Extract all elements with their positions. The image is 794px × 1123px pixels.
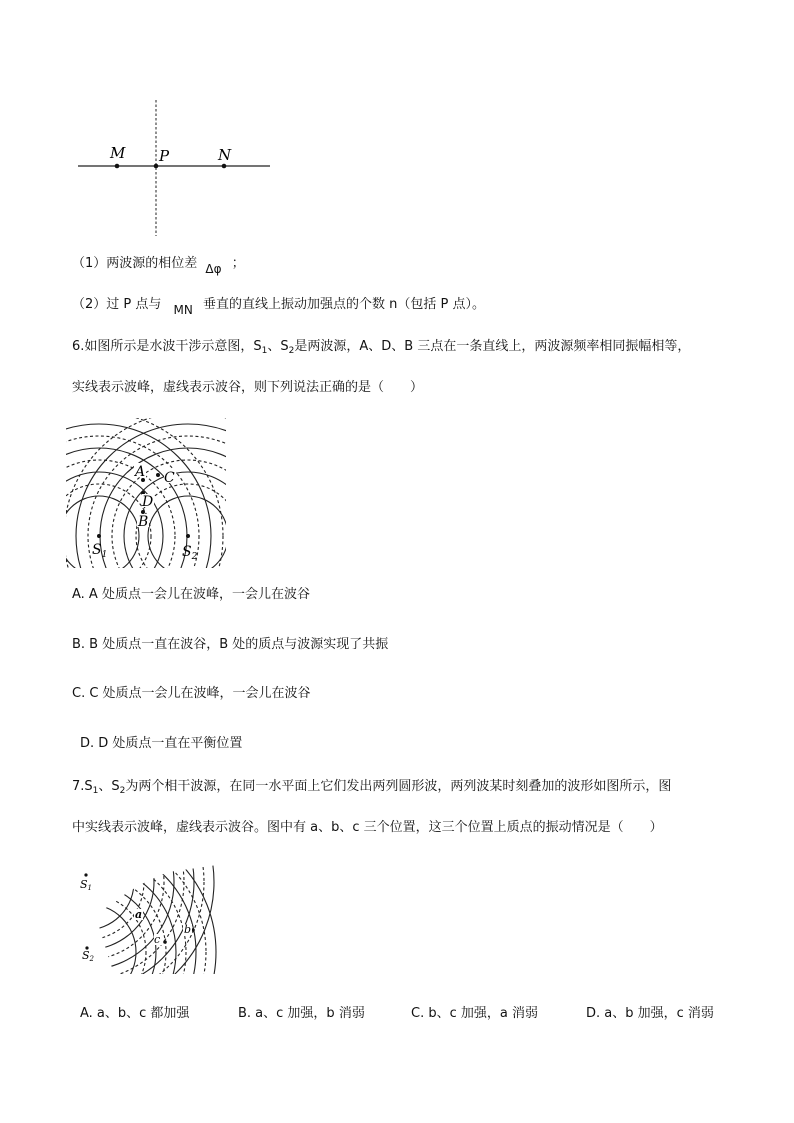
- q7-option-a: A. a、b、c 都加强: [80, 1006, 190, 1021]
- q7-option-d: D. a、b 加强，c 消弱: [586, 1006, 714, 1021]
- part1-line: [72, 255, 245, 276]
- label-s1: S1: [80, 878, 93, 892]
- q7-stem-line1: [72, 779, 671, 799]
- q7-option-b: B. a、c 加强，b 消弱: [238, 1006, 365, 1021]
- q7-text-a: 7.S: [72, 779, 93, 794]
- label-b: B: [138, 514, 149, 530]
- delta-phi-symbol: Δφ: [205, 262, 222, 276]
- figure-wave-interference: [66, 418, 226, 568]
- mn-symbol: MN: [173, 303, 193, 317]
- part2-line: [72, 296, 485, 317]
- label-b: b: [184, 923, 192, 936]
- label-c: c: [154, 933, 161, 946]
- label-n: N: [218, 146, 232, 164]
- q7-option-c: C. b、c 加强，a 消弱: [411, 1006, 538, 1021]
- label-s2: $S_2$: [182, 544, 198, 562]
- source-s1: [84, 873, 87, 876]
- label-s2: S2: [82, 949, 95, 963]
- source-s2: [186, 534, 190, 538]
- point-n: [222, 164, 227, 169]
- q6-stem-line1: [72, 339, 690, 359]
- point-c: [156, 473, 160, 477]
- part2-suffix: 垂直的直线上振动加强点的个数 n（包括 P 点）。: [203, 297, 485, 312]
- figure-coherent-sources: [74, 864, 224, 974]
- q6-text-a: 6.如图所示是水波干涉示意图，S: [72, 339, 262, 354]
- q6-stem-line2: 实线表示波峰，虚线表示波谷，则下列说法正确的是（ ）: [72, 380, 424, 395]
- q7-sub1: 1: [92, 786, 99, 796]
- part1-text: （1）两波源的相位差: [72, 256, 198, 271]
- q7-sub2: 2: [119, 786, 126, 796]
- source-s1: [97, 534, 101, 538]
- label-d: D: [142, 494, 154, 510]
- figure-mpn: [70, 96, 280, 241]
- label-a: a: [135, 908, 143, 921]
- q6-option-c: C. C 处质点一会儿在波峰，一会儿在波谷: [72, 686, 311, 701]
- part2-text: （2）过 P 点与: [72, 297, 162, 312]
- label-s1: $S_1$: [92, 542, 108, 560]
- label-p: P: [159, 147, 170, 165]
- q6-text-b: 、S: [267, 339, 289, 354]
- q6-sub2: 2: [288, 346, 295, 356]
- q7-stem-line2: 中实线表示波峰，虚线表示波谷。图中有 a、b、c 三个位置，这三个位置上质点的振动情况是（ ）: [72, 820, 663, 835]
- label-c: C: [164, 470, 175, 486]
- q6-option-a: A. A 处质点一会儿在波峰，一会儿在波谷: [72, 587, 310, 602]
- point-m: [115, 164, 120, 169]
- label-m: M: [110, 144, 126, 162]
- q6-option-d: D. D 处质点一直在平衡位置: [80, 736, 243, 751]
- q6-text-c: 是两波源，A、D、B 三点在一条直线上，两波源频率相同振幅相等，: [294, 339, 691, 354]
- q6-option-b: B. B 处质点一直在波谷，B 处的质点与波源实现了共振: [72, 637, 389, 652]
- point-c: [163, 940, 167, 944]
- q7-text-b: 、S: [98, 779, 120, 794]
- q7-text-c: 为两个相干波源，在同一水平面上它们发出两列圆形波，两列波某时刻叠加的波形如图所示，图: [125, 779, 672, 794]
- point-p: [154, 164, 159, 169]
- part1-suffix: ；: [231, 256, 245, 271]
- label-a: A: [135, 464, 146, 480]
- q6-sub1: 1: [261, 346, 268, 356]
